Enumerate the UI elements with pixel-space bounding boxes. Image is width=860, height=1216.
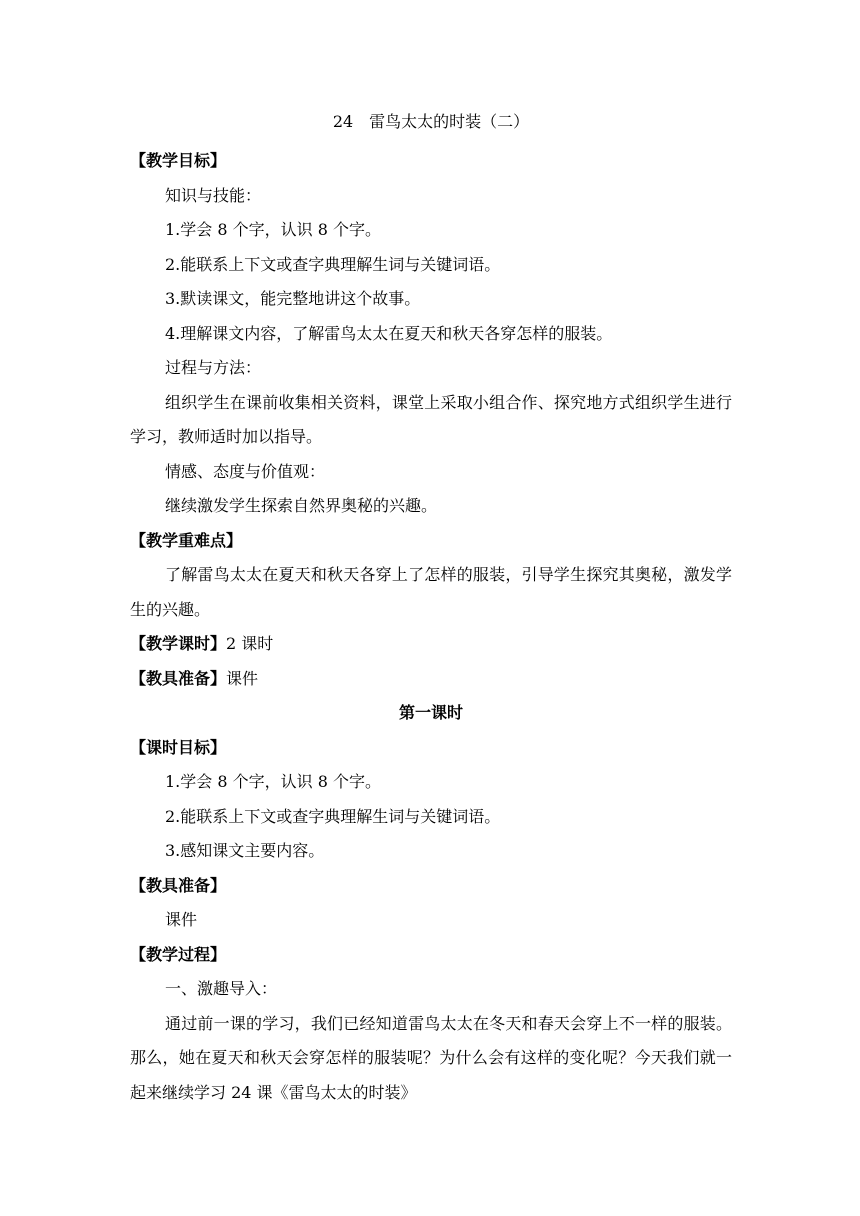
section-heading-teaching-process: 【教学过程】 <box>130 944 227 964</box>
class-hours-row <box>130 627 732 662</box>
section-heading-lesson-goals: 【课时目标】 <box>130 737 227 757</box>
section-heading-teaching-aids: 【教具准备】 <box>130 668 227 688</box>
lesson-goal-item: 2.能联系上下文或查字典理解生词与关键词语。 <box>165 806 501 826</box>
section-heading-class-hours: 【教学课时】 <box>130 634 227 653</box>
section-heading-key-points: 【教学重难点】 <box>130 530 243 550</box>
key-points-paragraph: 了解雷鸟太太在夏天和秋天各穿上了怎样的服装，引导学生探究其奥秘，激发学生的兴趣。 <box>130 565 732 619</box>
class-hours-value: 2 课时 <box>226 634 274 653</box>
goal-item: 2.能联系上下文或查字典理解生词与关键词语。 <box>165 254 501 274</box>
section-heading-teaching-goals: 【教学目标】 <box>130 151 227 170</box>
goal-item: 4.理解课文内容，了解雷鸟太太在夏天和秋天各穿怎样的服装。 <box>165 323 613 343</box>
document-page <box>130 100 732 1110</box>
teaching-aids-value: 课件 <box>226 668 259 688</box>
page-title: 24 雷鸟太太的时装（二） <box>332 112 530 131</box>
subheading-knowledge-skills: 知识与技能： <box>165 185 262 205</box>
process-methods-paragraph: 组织学生在课前收集相关资料，课堂上采取小组合作、探究地方式组织学生进行学习，教师适时加以指导。 <box>130 392 732 446</box>
intro-paragraph: 通过前一课的学习，我们已经知道雷鸟太太在冬天和春天会穿上不一样的服装。那么，她在夏天和秋天会穿怎样的服装呢？为什么会有这样的变化呢？今天我们就一起来继续学习 24 课《雷鸟太太的时装》 <box>130 1013 732 1102</box>
subheading-process-methods: 过程与方法： <box>165 358 262 377</box>
emotion-values-paragraph: 继续激发学生探索自然界奥秘的兴趣。 <box>165 496 438 515</box>
section-heading-teaching-aids-2: 【教具准备】 <box>130 875 227 895</box>
lesson-goal-item: 1.学会 8 个字，认识 8 个字。 <box>165 772 381 791</box>
subheading-intro: 一、激趣导入： <box>165 979 278 998</box>
teaching-aids-row <box>130 662 732 697</box>
lesson-title: 第一课时 <box>398 703 463 722</box>
subheading-emotion-values: 情感、态度与价值观： <box>165 461 326 481</box>
goal-item: 3.默读课文，能完整地讲这个故事。 <box>165 289 421 308</box>
teaching-aids-value-2: 课件 <box>165 910 198 929</box>
goal-item: 1.学会 8 个字，认识 8 个字。 <box>165 220 381 239</box>
lesson-goal-item: 3.感知课文主要内容。 <box>165 841 325 860</box>
